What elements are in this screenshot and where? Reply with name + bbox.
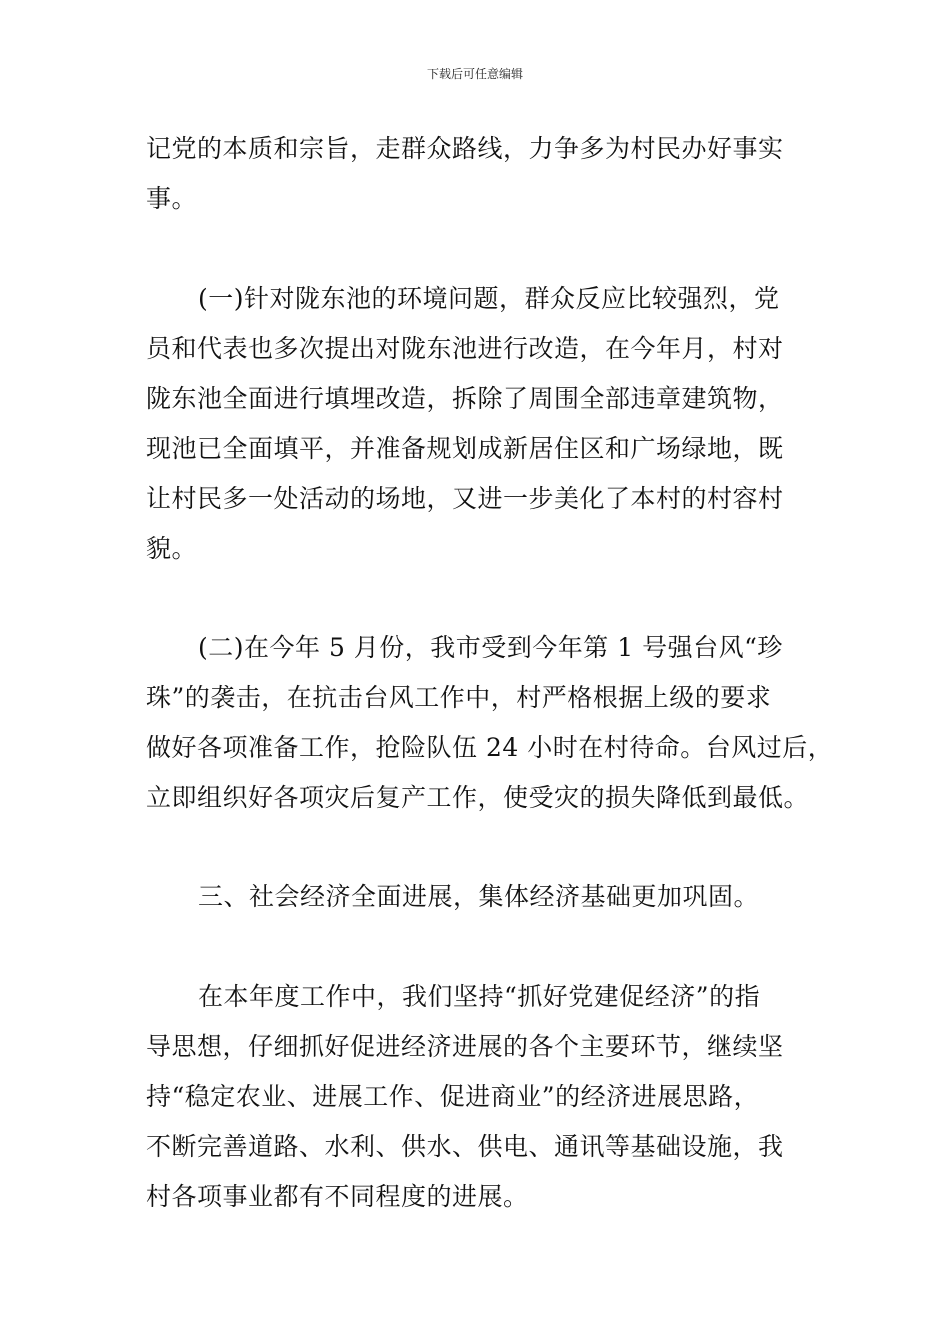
paragraph-line: 做好各项准备工作，抢险队伍 24 小时在村待命。台风过后， [146, 733, 834, 762]
section-heading: 三、社会经济全面进展，集体经济基础更加巩固。 [198, 882, 760, 911]
paragraph-line: 导思想，仔细抓好促进经济进展的各个主要环节，继续坚 [146, 1032, 784, 1061]
paragraph-line: 貌。 [146, 534, 198, 563]
paragraph-line: 持“稳定农业、进展工作、促进商业”的经济进展思路， [146, 1082, 760, 1111]
paragraph-line: 珠”的袭击，在抗击台风工作中，村严格根据上级的要求 [146, 683, 772, 712]
paragraph-line: (二)在今年 5 月份，我市受到今年第 1 号强台风“珍 [198, 633, 783, 662]
paragraph-line: 不断完善道路、水利、供水、供电、通讯等基础设施，我 [146, 1132, 784, 1161]
paragraph-line: 让村民多一处活动的场地，又进一步美化了本村的村容村 [146, 484, 784, 513]
paragraph-line: (一)针对陇东池的环境问题，群众反应比较强烈，党 [198, 284, 780, 313]
paragraph-line: 村各项事业都有不同程度的进展。 [146, 1182, 529, 1211]
paragraph-line: 现池已全面填平，并准备规划成新居住区和广场绿地，既 [146, 434, 784, 463]
page-header: 下载后可任意编辑 [426, 67, 523, 81]
paragraph-line: 立即组织好各项灾后复产工作，使受灾的损失降低到最低。 [146, 783, 810, 812]
paragraph-line: 陇东池全面进行填埋改造，拆除了周围全部违章建筑物， [146, 384, 784, 413]
paragraph-line: 员和代表也多次提出对陇东池进行改造，在今年月，村对 [146, 334, 784, 363]
paragraph-line: 事。 [146, 184, 198, 213]
paragraph-line: 在本年度工作中，我们坚持“抓好党建促经济”的指 [198, 982, 761, 1011]
paragraph-line: 记党的本质和宗旨，走群众路线，力争多为村民办好事实 [146, 134, 784, 163]
